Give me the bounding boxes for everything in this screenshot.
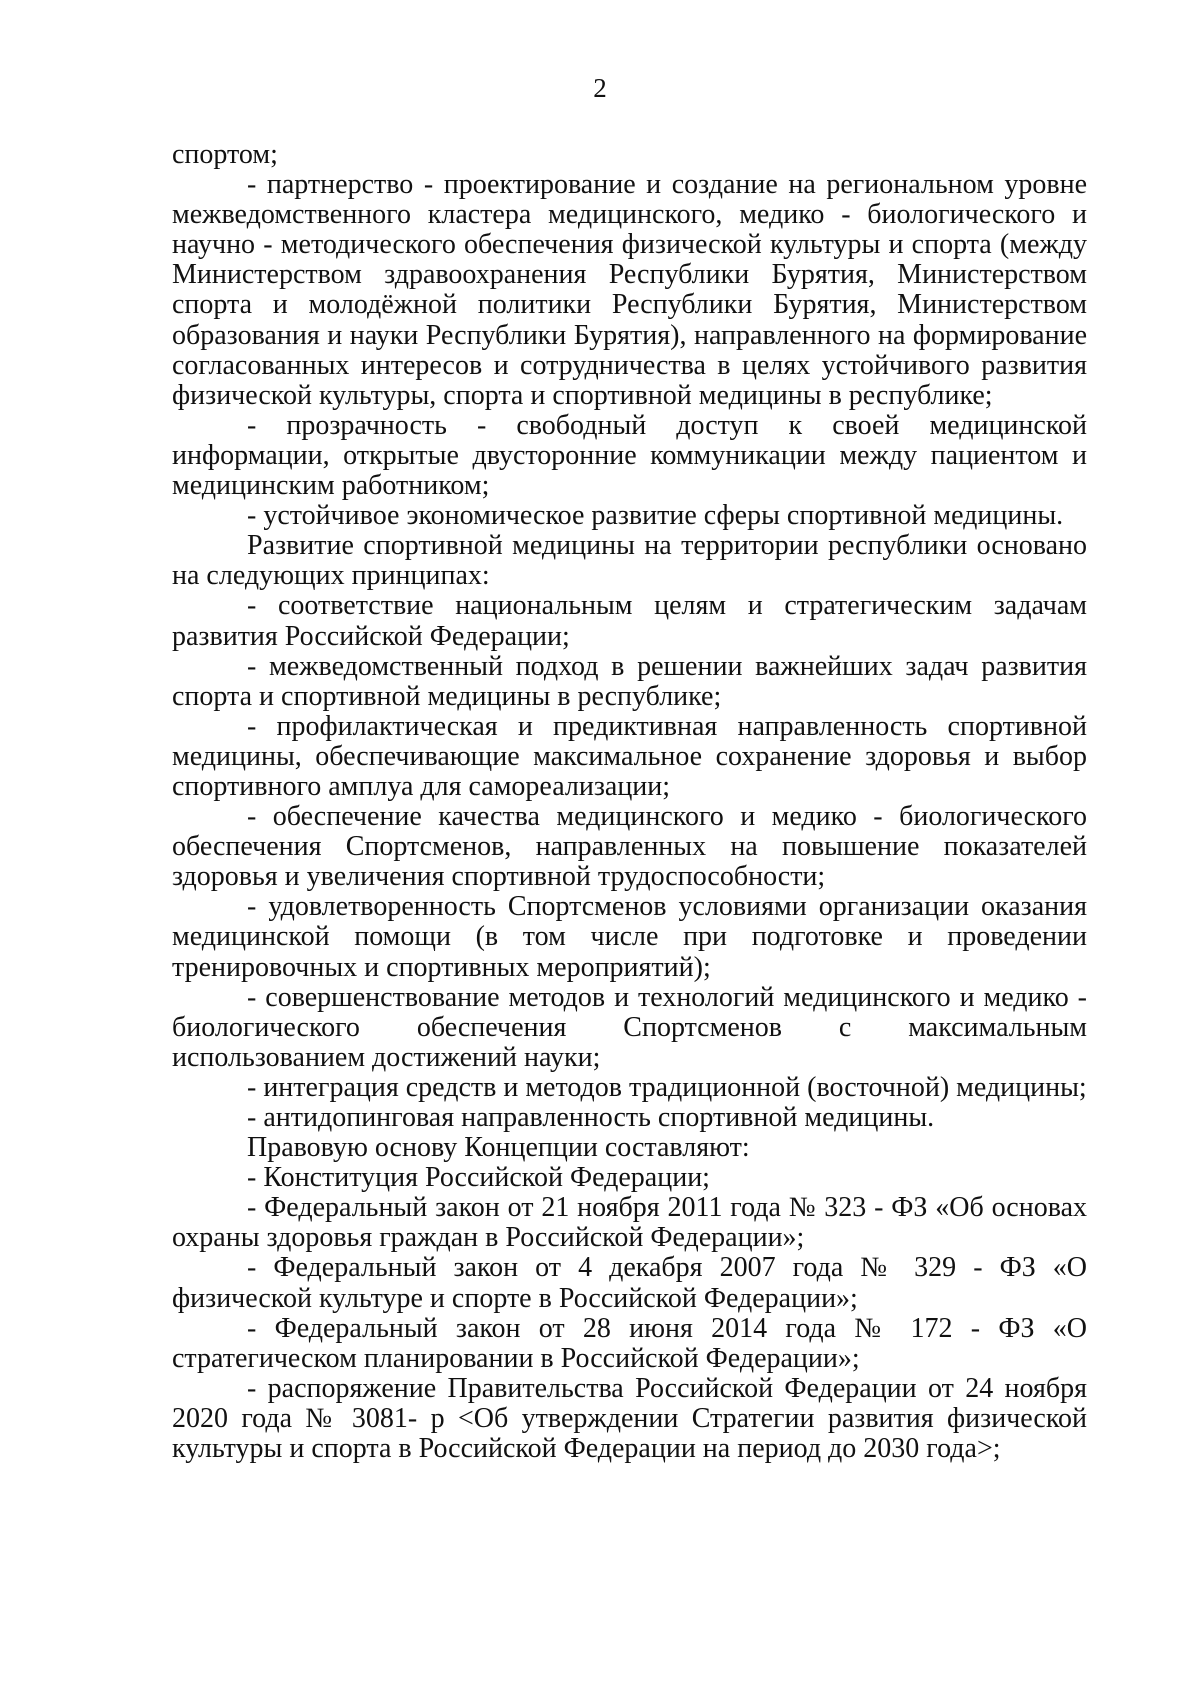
- paragraph: Правовую основу Концепции составляют:: [247, 1132, 750, 1164]
- paragraph: - профилактическая и предиктивная направленность спортивной медицины, обеспечивающие максимальное сохранение здоровья и выбор спортивного амплуа для самореализации;: [172, 710, 1087, 802]
- page-number: 2: [593, 73, 607, 103]
- paragraph: - Федеральный закон от 28 июня 2014 года № 172 - ФЗ «О стратегическом планировании в Российской Федерации»;: [172, 1312, 1087, 1374]
- paragraph: - удовлетворенность Спортсменов условиями организации оказания медицинской помощи (в том числе при подготовке и проведении тренировочных и спортивных мероприятий);: [172, 891, 1087, 983]
- paragraph: - соответствие национальным целям и стратегическим задачам развития Российской Федерации;: [172, 590, 1087, 652]
- paragraph: - совершенствование методов и технологий медицинского и медико - биологического обеспечения Спортсменов с максимальным использованием достижений науки;: [172, 981, 1087, 1073]
- document-body: [172, 140, 1087, 1464]
- paragraph: - распоряжение Правительства Российской Федерации от 24 ноября 2020 года № 3081- р <Об утверждении Стратегии развития физической культуры и спорта в Российской Федерации на период до 2030 года>;: [172, 1372, 1087, 1465]
- paragraph: - межведомственный подход в решении важнейших задач развития спорта и спортивной медицины в республике;: [172, 650, 1087, 712]
- paragraph: спортом;: [172, 139, 278, 170]
- paragraph: Развитие спортивной медицины на территории республики основано на следующих принципах:: [172, 530, 1087, 592]
- paragraph: - антидопинговая направленность спортивной медицины.: [247, 1102, 935, 1133]
- paragraph: - интеграция средств и методов традиционной (восточной) медицины;: [247, 1071, 1087, 1103]
- paragraph: - Федеральный закон от 21 ноября 2011 года № 323 - ФЗ «Об основах охраны здоровья граждан в Российской Федерации»;: [172, 1192, 1087, 1254]
- paragraph: - обеспечение качества медицинского и медико - биологического обеспечения Спортсменов, направленных на повышение показателей здоровья и увеличения спортивной трудоспособности;: [172, 801, 1087, 893]
- paragraph: - Федеральный закон от 4 декабря 2007 года № 329 - ФЗ «О физической культуре и спорте в Российской Федерации»;: [172, 1252, 1087, 1314]
- paragraph: - партнерство - проектирование и создание на региональном уровне межведомственного кластера медицинского, медико - биологического и научно - методического обеспечения физической культуры и спорта (между Министерством здравоохранения Республики Бурятия, Министерством спорта и молодёжной политики Республики Бурятия, Министерством образования и науки Республики Бурятия), направленного на формирование согласованных интересов и сотрудничества в целях устойчивого развития физической культуры, спорта и спортивной медицины в республике;: [172, 169, 1087, 411]
- paragraph: - устойчивое экономическое развитие сферы спортивной медицины.: [247, 500, 1064, 532]
- paragraph: - прозрачность - свободный доступ к своей медицинской информации, открытые двусторонние коммуникации между пациентом и медицинским работником;: [172, 409, 1087, 502]
- paragraph: - Конституция Российской Федерации;: [247, 1162, 710, 1194]
